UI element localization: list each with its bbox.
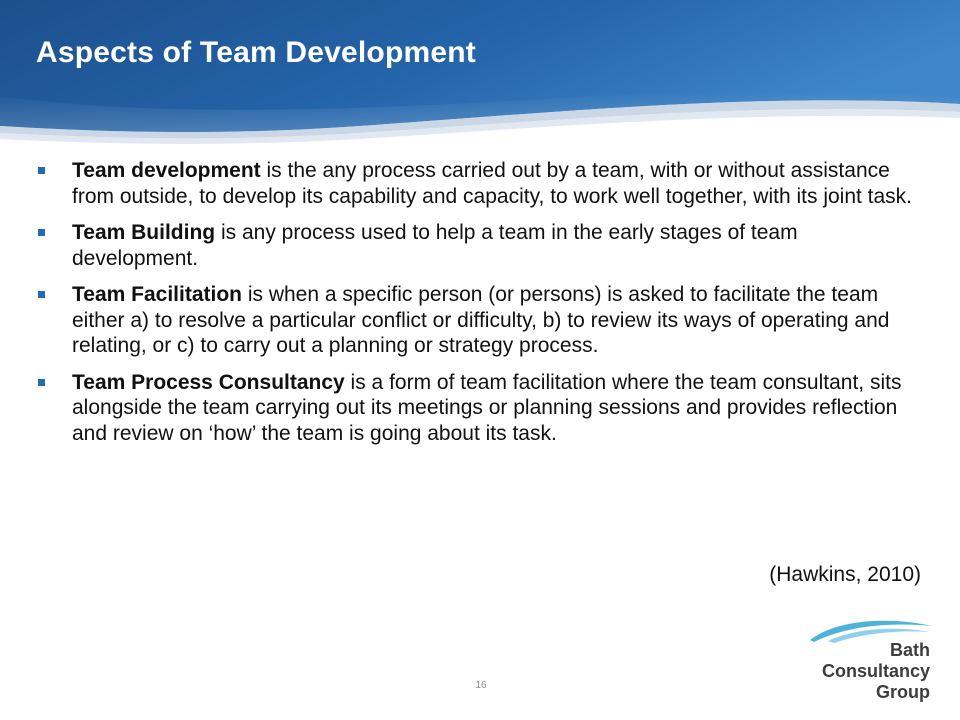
bullet-square-icon xyxy=(38,167,45,174)
bullet-text: is any process used to help a team in the early stages of team development. xyxy=(72,221,798,270)
bullet-square-icon xyxy=(38,291,45,298)
header-banner xyxy=(0,0,960,150)
bullet-item-team-building xyxy=(36,220,924,271)
bullet-text: is a form of team facilitation where the team consultant, sits alongside the team carrying out its meetings or planning sessions and provides reflection and review on ‘how’ the team is going about its task. xyxy=(72,370,902,445)
bullet-term: Team development xyxy=(72,159,261,182)
logo-line: Group xyxy=(876,682,930,702)
bullet-term: Team Building xyxy=(72,221,216,244)
bullet-term: Team Facilitation xyxy=(72,283,242,306)
bullet-item-team-process-consultancy xyxy=(36,370,924,447)
bullet-item-team-facilitation xyxy=(36,282,924,359)
logo-text xyxy=(822,640,930,703)
logo-line: Consultancy xyxy=(821,661,930,681)
bullet-term: Team Process Consultancy xyxy=(72,370,345,394)
bullet-item-team-development xyxy=(36,158,924,209)
bullet-text: is when a specific person (or persons) is asked to facilitate the team either a) to resolve a particular conflict or difficulty, b) to review its ways of operating and relating, or c) to carry out a planning or strategy process. xyxy=(72,283,890,357)
logo-line: Bath xyxy=(890,640,930,660)
bullet-text: is the any process carried out by a team, with or without assistance from outside, to develop its capability and capacity, to work well together, with its joint task. xyxy=(72,159,913,208)
bath-consultancy-group-logo xyxy=(806,614,936,710)
slide-title: Aspects of Team Development xyxy=(36,36,476,69)
bullet-square-icon xyxy=(38,379,45,386)
slide-number: 16 xyxy=(475,680,487,691)
bullet-square-icon xyxy=(38,229,45,236)
bullet-list xyxy=(36,158,924,457)
citation: (Hawkins, 2010) xyxy=(769,563,921,586)
